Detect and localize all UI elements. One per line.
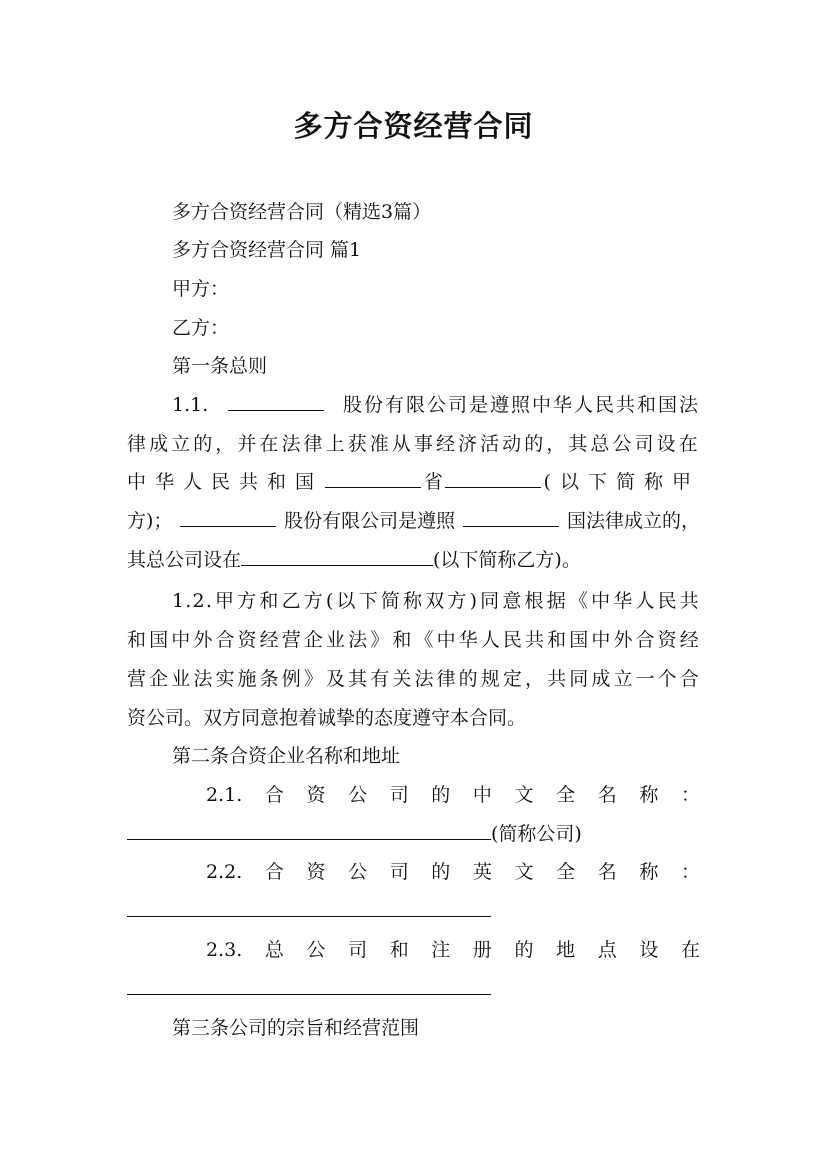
text-token: 在 <box>680 939 700 961</box>
blank-field[interactable] <box>463 508 559 527</box>
text-token: 公 <box>306 939 326 961</box>
para-1-1-line-2: 律成立的，并在法律上获准从事经济活动的，其总公司设在 <box>127 433 700 455</box>
text-token: 公 <box>348 784 368 806</box>
text-token: 司 <box>389 861 409 883</box>
text-token: 资 <box>306 784 326 806</box>
text-segment: 股份有限公司是遵照 <box>284 510 456 532</box>
text-token: 文 <box>514 861 534 883</box>
text-token: 资 <box>306 861 326 883</box>
text-token: 的 <box>431 861 451 883</box>
party-a-label: 甲方： <box>172 278 230 300</box>
para-1-2-line-2: 和国中外合资经营企业法》和《中华人民共和国中外合资经 <box>127 629 700 651</box>
blank-field[interactable] <box>241 547 433 566</box>
section-heading: 多方合资经营合同 篇1 <box>172 239 362 261</box>
clause-2-3-text <box>206 937 700 963</box>
para-1-2-line-4: 资公司。双方同意抱着诚挚的态度遵守本合同。 <box>127 707 527 729</box>
text-token: 2.1. <box>206 784 243 806</box>
blank-field[interactable] <box>325 469 421 488</box>
text-token: 英 <box>472 861 492 883</box>
text-token: 名 <box>597 784 617 806</box>
text-token: 司 <box>389 784 409 806</box>
text-token: 2.3. <box>206 939 243 961</box>
blank-field[interactable] <box>127 821 491 840</box>
text-token: 和 <box>389 939 409 961</box>
text-token: 公 <box>348 861 368 883</box>
text-token: 注 <box>431 939 451 961</box>
clause-2-2-line-2 <box>127 898 491 924</box>
text-segment: (简称公司) <box>491 823 582 845</box>
text-token: 称 <box>639 861 659 883</box>
text-token: 的 <box>431 784 451 806</box>
blank-field[interactable] <box>445 469 541 488</box>
text-segment: (以下简称乙方)。 <box>433 549 581 571</box>
clause-2-1-line-1 <box>206 782 700 808</box>
clause-2-3-line-2 <box>127 976 491 1002</box>
text-token: 地 <box>556 939 576 961</box>
text-token: 设 <box>639 939 659 961</box>
party-b-label: 乙方： <box>172 317 230 339</box>
clause-2-2-text <box>206 859 700 885</box>
blank-field[interactable] <box>228 392 324 411</box>
text-token: 文 <box>514 784 534 806</box>
blank-field[interactable] <box>127 898 491 917</box>
blank-field[interactable] <box>127 976 491 995</box>
text-token: 合 <box>264 784 284 806</box>
text-token: 册 <box>472 939 492 961</box>
text-token: 2.2. <box>206 861 243 883</box>
text-segment: 其总公司设在 <box>127 549 242 571</box>
para-1-1-line-4 <box>127 508 700 534</box>
text-token: 点 <box>597 939 617 961</box>
clause-2-3-line-1 <box>206 937 700 963</box>
para-1-1-line-3 <box>127 469 700 495</box>
text-token: 司 <box>348 939 368 961</box>
clause-2-2-line-1 <box>206 859 700 885</box>
para-1-2-line-3: 营企业法实施条例》及其有关法律的规定，共同成立一个合 <box>127 668 700 690</box>
clause-2-1-line-2 <box>127 821 582 847</box>
doc-subtitle: 多方合资经营合同（精选3篇） <box>172 201 432 223</box>
text-token: 称 <box>639 784 659 806</box>
text-token: 合 <box>264 861 284 883</box>
para-1-2-line-1: 1.2.甲方和乙方(以下简称双方)同意根据《中华人民共 <box>172 590 700 612</box>
text-token: ： <box>680 861 700 883</box>
text-token: 中 <box>472 784 492 806</box>
article-3-heading: 第三条公司的宗旨和经营范围 <box>172 1017 420 1039</box>
text-token: 全 <box>556 784 576 806</box>
text-segment: 国法律成立的， <box>566 510 700 532</box>
article-1-heading: 第一条总则 <box>172 355 268 377</box>
text-segment: 省 <box>423 471 443 493</box>
blank-field[interactable] <box>180 508 276 527</box>
text-segment: 方)； <box>127 510 173 532</box>
clause-number: 1.1. <box>172 394 209 416</box>
para-1-1-line-5 <box>127 547 581 573</box>
article-2-heading: 第二条合资企业名称和地址 <box>172 745 401 767</box>
clause-2-1-text <box>206 782 700 808</box>
text-token: 名 <box>597 861 617 883</box>
text-token: 总 <box>264 939 284 961</box>
page-title: 多方合资经营合同 <box>293 109 534 143</box>
text-token: 全 <box>556 861 576 883</box>
text-segment: 股份有限公司是遵照中华人民共和国法 <box>342 394 700 416</box>
para-1-1-line-1 <box>172 392 700 418</box>
text-segment: (以下简称甲 <box>543 471 700 493</box>
text-token: 的 <box>514 939 534 961</box>
text-token: ： <box>680 784 700 806</box>
text-segment: 中华人民共和国 <box>127 471 324 493</box>
